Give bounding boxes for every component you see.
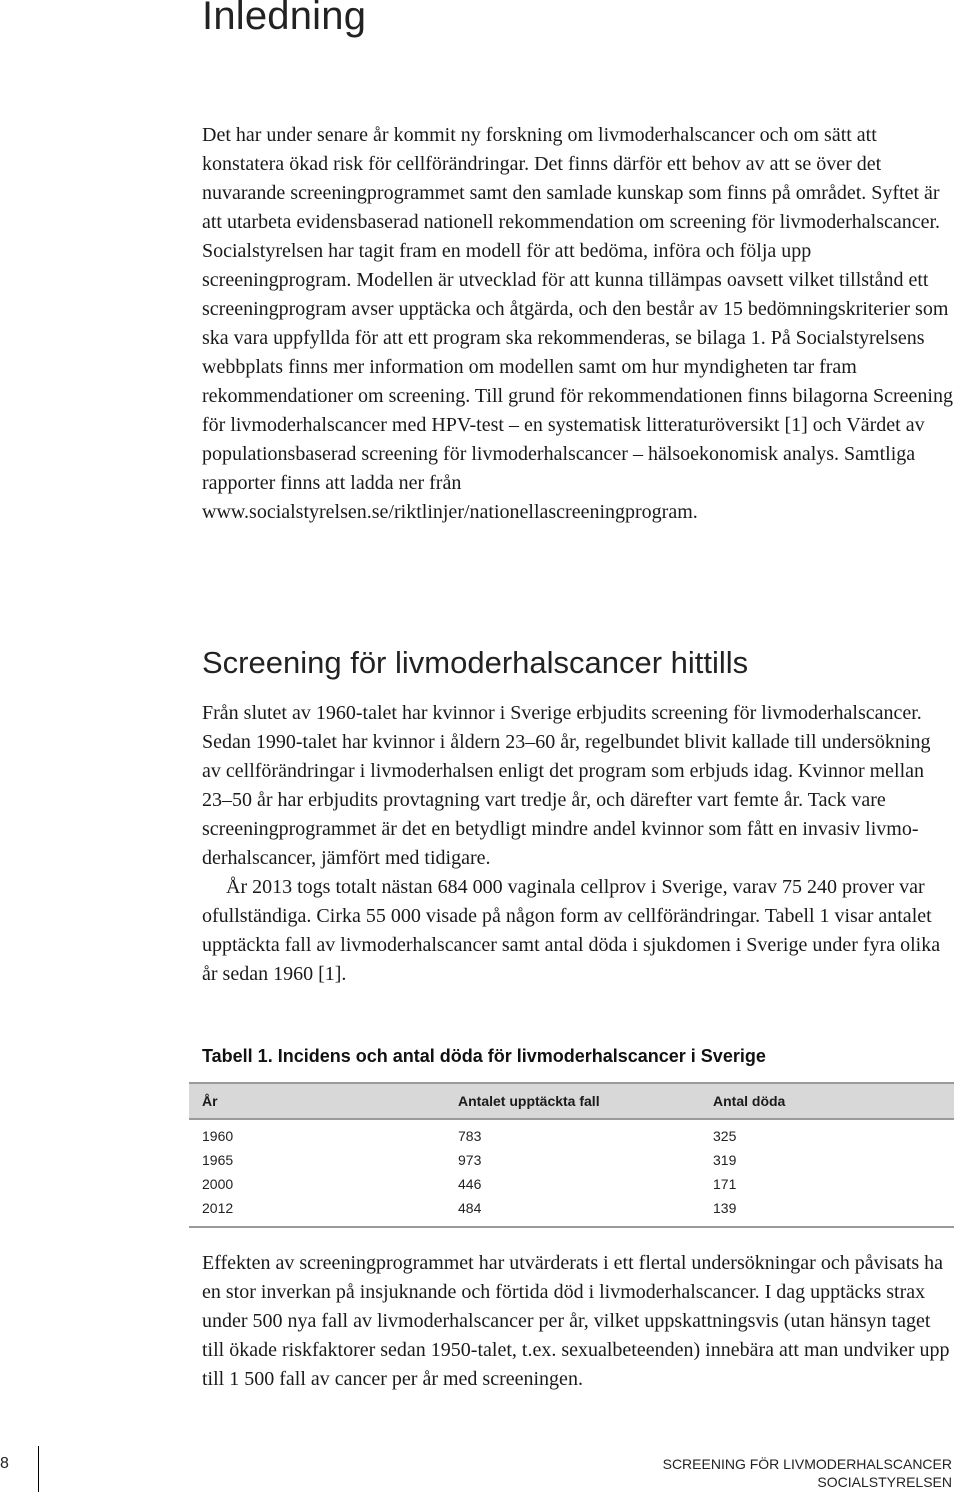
intro-paragraph-1: Det har under senare år kommit ny forskning om livmoderhalscancer och om sätt att konstatera ökad risk för cellförändringar. Det finns därför ett behov av att se över det nuvarande screeningprogrammet samt den samlade kunskap som finns på området. Syftet är att utarbeta evidensbaserad nationell rekommendation om screening för livmoderhalscancer. bbox=[202, 124, 941, 233]
cell-deaths: 171 bbox=[713, 1176, 737, 1192]
footer-divider bbox=[38, 1446, 39, 1492]
cell-year: 1960 bbox=[202, 1128, 234, 1144]
closing-section bbox=[202, 1249, 954, 1394]
closing-paragraph: Effekten av screeningprogrammet har utvärderats i ett flertal undersökningar och påvisats ha en stor inverkan på insjuknande och förtida död i livmoderhalscancer. I dag upptäcks strax under 500 nya fall av livmoderhalscancer per år, vilket uppskattningsvis (utan hänsyn taget till ökade riskfaktorer sedan 1950-talet, t.ex. sexualbeteenden) innebära att man undviker upp till 1 500 fall av cancer per år med screeningen. bbox=[202, 1252, 950, 1390]
history-paragraph-2: År 2013 togs totalt nästan 684 000 vaginala cellprov i Sverige, varav 75 240 prover var ofullständiga. Cirka 55 000 visade på någon form av cellförändringar. Tabell 1 visar antalet upptäckta fall av livmoderhalscancer samt antal döda i sjukdomen i Sverige under fyra olika år sedan 1960 [1]. bbox=[202, 876, 941, 985]
cell-deaths: 139 bbox=[713, 1200, 737, 1216]
section-heading: Screening för livmoderhalscancer hittills bbox=[202, 645, 749, 680]
header-cases: Antalet upptäckta fall bbox=[458, 1093, 600, 1109]
cell-cases: 973 bbox=[458, 1152, 482, 1168]
table-row bbox=[189, 1148, 954, 1172]
footer-title: SCREENING FÖR LIVMODERHALSCANCER bbox=[662, 1456, 952, 1472]
incidence-table bbox=[189, 1082, 954, 1228]
table-row bbox=[189, 1172, 954, 1196]
footer-publisher: SOCIALSTYRELSEN bbox=[817, 1474, 952, 1490]
history-section bbox=[202, 699, 954, 989]
intro-paragraph-2: Socialstyrelsen har tagit fram en modell för att bedöma, införa och följa upp screeningprogram. Modellen är utvecklad för att kunna tillämpas oavsett vilket tillstånd ett screeningprogram avser upptäcka och åtgärda, och den består av 15 bedömningskriterier som ska vara uppfyllda för att ett program ska rekommenderas, se bilaga 1. På Socialstyrelsens webbplats finns mer information om modellen samt om hur myndigheten tar fram rekommendationer om screening. Till grund för rekommendationen finns bilagorna Screening för livmoderhalscancer med HPV-test – en systematisk litteraturöversikt [1] och Värdet av populationsbaserad screening för livmoderhalscancer – hälsoekonomisk analys. Samtliga rapporter finns att ladda ner från www.socialstyrelsen.se/riktlinjer/nationellascreeningprogram. bbox=[202, 240, 953, 523]
table-caption: Tabell 1. Incidens och antal döda för livmoderhalscancer i Sverige bbox=[202, 1046, 766, 1066]
cell-deaths: 325 bbox=[713, 1128, 737, 1144]
cell-year: 2000 bbox=[202, 1176, 234, 1192]
cell-cases: 484 bbox=[458, 1200, 482, 1216]
page-number: 8 bbox=[0, 1455, 9, 1472]
history-paragraph-1: Från slutet av 1960-talet har kvinnor i Sverige erbjudits screening för livmoderhalscancer. Sedan 1990-talet har kvinnor i åldern 23–60 år, regelbundet blivit kallade till undersökning av cellförändringar i livmoderhalsen enligt det program som erbjuds idag. Kvinnor mellan 23–50 år har erbjudits provtagning vart tredje år, och därefter vart femte år. Tack vare screeningprogrammet är det en betydligt mindre andel kvinnor som fått en invasiv livmoderhalscancer, jämfört med tidigare. bbox=[202, 702, 931, 869]
page-footer bbox=[663, 1455, 952, 1491]
table-row bbox=[189, 1196, 954, 1227]
page-heading: Inledning bbox=[202, 0, 367, 38]
cell-year: 1965 bbox=[202, 1152, 234, 1168]
cell-cases: 446 bbox=[458, 1176, 482, 1192]
header-year: År bbox=[202, 1093, 218, 1109]
cell-cases: 783 bbox=[458, 1128, 482, 1144]
cell-deaths: 319 bbox=[713, 1152, 737, 1168]
header-deaths: Antal döda bbox=[713, 1093, 786, 1109]
cell-year: 2012 bbox=[202, 1200, 234, 1216]
table-row bbox=[189, 1119, 954, 1148]
table-header-row bbox=[189, 1083, 954, 1119]
intro-section bbox=[202, 121, 954, 527]
